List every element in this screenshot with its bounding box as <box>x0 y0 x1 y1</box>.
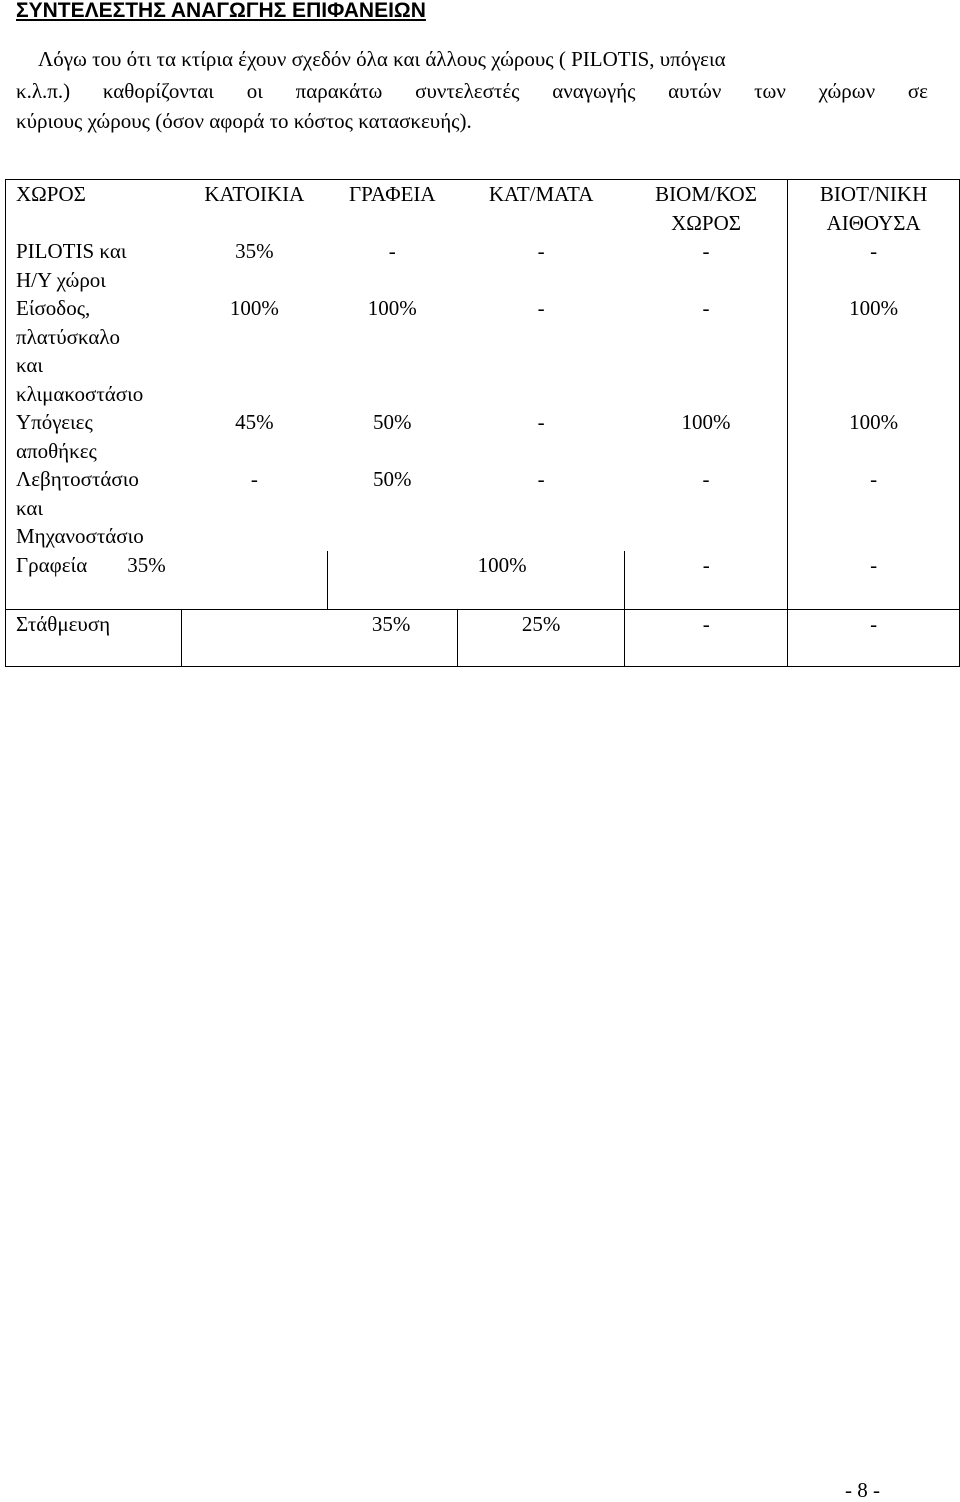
cell-shops: - <box>537 239 545 263</box>
cell-offices: 50% <box>373 467 412 491</box>
table-row <box>6 237 960 294</box>
header-hall: ΒΙΟΤ/ΝΙΚΗ ΑΙΘΟΥΣΑ <box>788 180 960 238</box>
cell-offices: - <box>388 239 396 263</box>
row-label: Είσοδος, πλατύσκαλο και κλιμακοστάσιο <box>16 296 144 406</box>
cell-shops: - <box>537 296 545 320</box>
table-row <box>6 294 960 408</box>
row-label: Υπόγειες αποθήκες <box>16 410 97 463</box>
table-row <box>6 551 960 609</box>
cell-offices: 50% <box>373 410 412 434</box>
cell-hall: - <box>788 237 960 294</box>
cell-residence: 100% <box>229 296 279 320</box>
cell-hall: 100% <box>788 408 960 465</box>
cell-value: 25% <box>457 609 625 666</box>
table-row <box>6 609 960 666</box>
cell-industrial: - <box>702 296 710 320</box>
reduction-coefficients-table <box>5 179 960 667</box>
section-heading: ΣΥΝΤΕΛΕΣΤΗΣ ΑΝΑΓΩΓΗΣ ΕΠΙΦΑΝΕΙΩΝ <box>16 0 426 22</box>
row-label: Λεβητοστάσιο και Μηχανοστάσιο <box>16 467 144 548</box>
cell-shops: - <box>537 467 545 491</box>
intro-paragraph-line-2: κ.λ.π.) καθορίζονται οι παρακάτω συντελεστές αναγωγής αυτών των χώρων σε <box>16 79 928 103</box>
cell-value: 35% <box>181 609 457 666</box>
cell-residence: 45% <box>235 410 274 434</box>
cell-value: - <box>625 609 788 666</box>
row-label: Γραφεία <box>16 553 88 577</box>
row-label: Στάθμευση <box>6 609 182 666</box>
table-header-row <box>6 180 960 238</box>
cell-value: - <box>870 611 878 636</box>
cell-value: 100% <box>477 553 527 577</box>
row-label-offices <box>6 551 328 609</box>
cell-hall: 100% <box>788 294 960 408</box>
cell-residence: 35% <box>235 239 274 263</box>
page-number: - 8 - <box>845 1478 880 1502</box>
cell-shops: - <box>537 410 545 434</box>
table-row <box>6 465 960 551</box>
row-label: PILOTIS και Η/Υ χώροι <box>16 239 127 292</box>
cell-residence: - <box>250 467 258 491</box>
header-offices: ΓΡΑΦΕΙΑ <box>349 182 436 206</box>
table-row <box>6 408 960 465</box>
header-shops: ΚΑΤ/ΜΑΤΑ <box>488 182 594 206</box>
cell-offices: 100% <box>367 296 417 320</box>
header-industrial: ΒΙΟΜ/ΚΟΣ ΧΩΡΟΣ <box>655 182 757 235</box>
intro-paragraph-line-1 <box>16 44 726 74</box>
cell-value: - <box>625 551 788 609</box>
cell-value: - <box>870 553 878 577</box>
cell-industrial: - <box>702 467 710 491</box>
header-space: ΧΩΡΟΣ <box>16 182 86 206</box>
cell-value: 35% <box>127 553 166 577</box>
intro-paragraph-line-3: κύριους χώρους (όσον αφορά το κόστος κατασκευής). <box>16 109 472 133</box>
cell-hall: - <box>788 465 960 551</box>
cell-industrial: 100% <box>681 410 731 434</box>
intro-line-1-text: Λόγω του ότι τα κτίρια έχουν σχεδόν όλα και άλλους χώρους ( PILOTIS, υπόγεια <box>38 47 726 71</box>
header-residence: ΚΑΤΟΙΚΙΑ <box>204 182 305 206</box>
cell-industrial: - <box>702 239 710 263</box>
